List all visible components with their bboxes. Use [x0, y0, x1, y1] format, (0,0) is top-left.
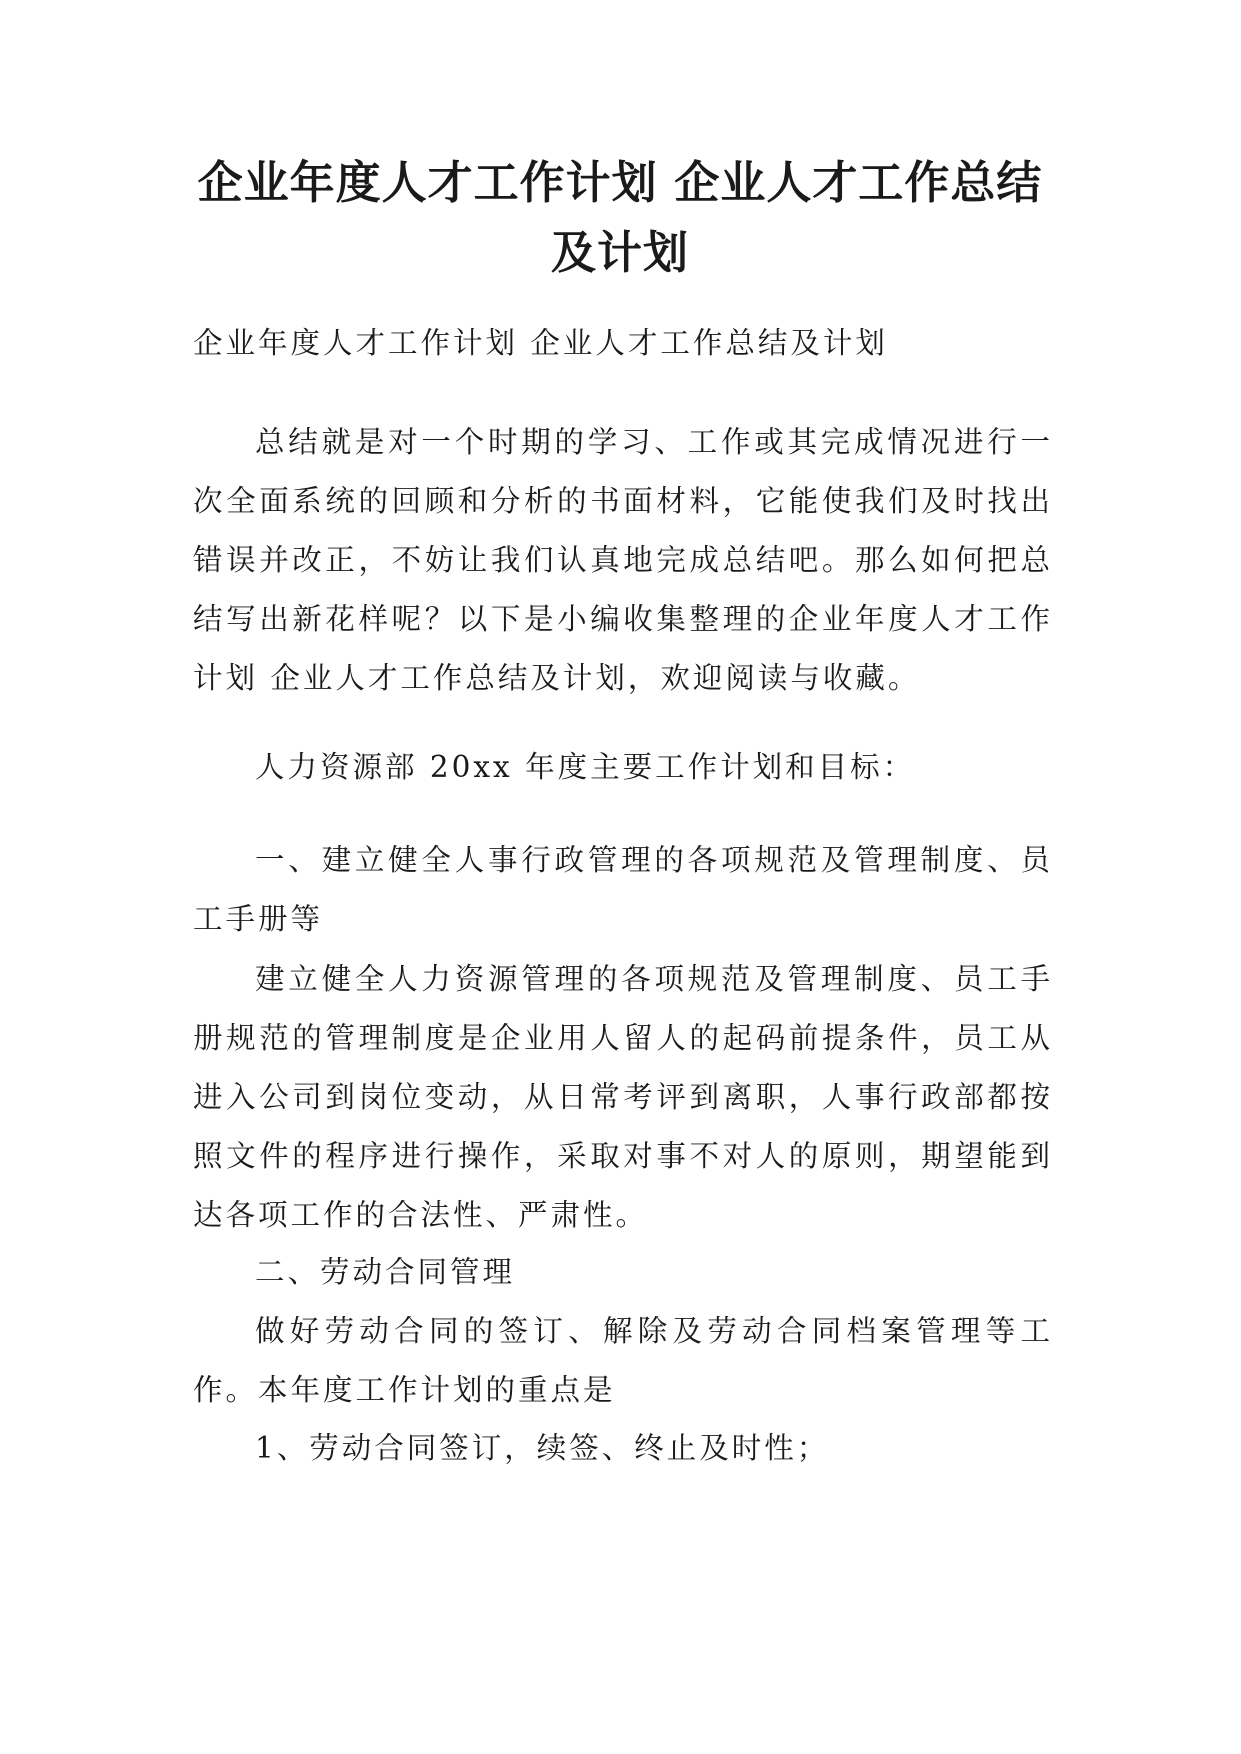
document-title-line1: 企业年度人才工作计划 企业人才工作总结 [197, 156, 1043, 209]
document-title [190, 148, 1050, 288]
item1-body: 建立健全人力资源管理的各项规范及管理制度、员工手册规范的管理制度是企业用人留人的起码前提条件，员工从进入公司到岗位变动，从日常考评到离职，人事行政部都按照文件的程序进行操作，采取对事不对人的原则，期望能到达各项工作的合法性、严肃性。 [193, 962, 1053, 1232]
intro-paragraph: 总结就是对一个时期的学习、工作或其完成情况进行一次全面系统的回顾和分析的书面材料，它能使我们及时找出错误并改正，不妨让我们认真地完成总结吧。那么如何把总结写出新花样呢？以下是小编收集整理的企业年度人才工作计划 企业人才工作总结及计划，欢迎阅读与收藏。 [193, 425, 1053, 695]
document-subtitle: 企业年度人才工作计划 企业人才工作总结及计划 [193, 326, 888, 360]
section-heading: 人力资源部 20xx 年度主要工作计划和目标： [255, 750, 916, 784]
item2-heading: 二、劳动合同管理 [255, 1255, 516, 1289]
item2-point1: 1、劳动合同签订，续签、终止及时性； [255, 1431, 830, 1465]
item2-body: 做好劳动合同的签订、解除及劳动合同档案管理等工作。本年度工作计划的重点是 [193, 1314, 1053, 1407]
item1-heading: 一、建立健全人事行政管理的各项规范及管理制度、员工手册等 [193, 843, 1053, 936]
document-title-line2: 及计划 [550, 226, 689, 279]
